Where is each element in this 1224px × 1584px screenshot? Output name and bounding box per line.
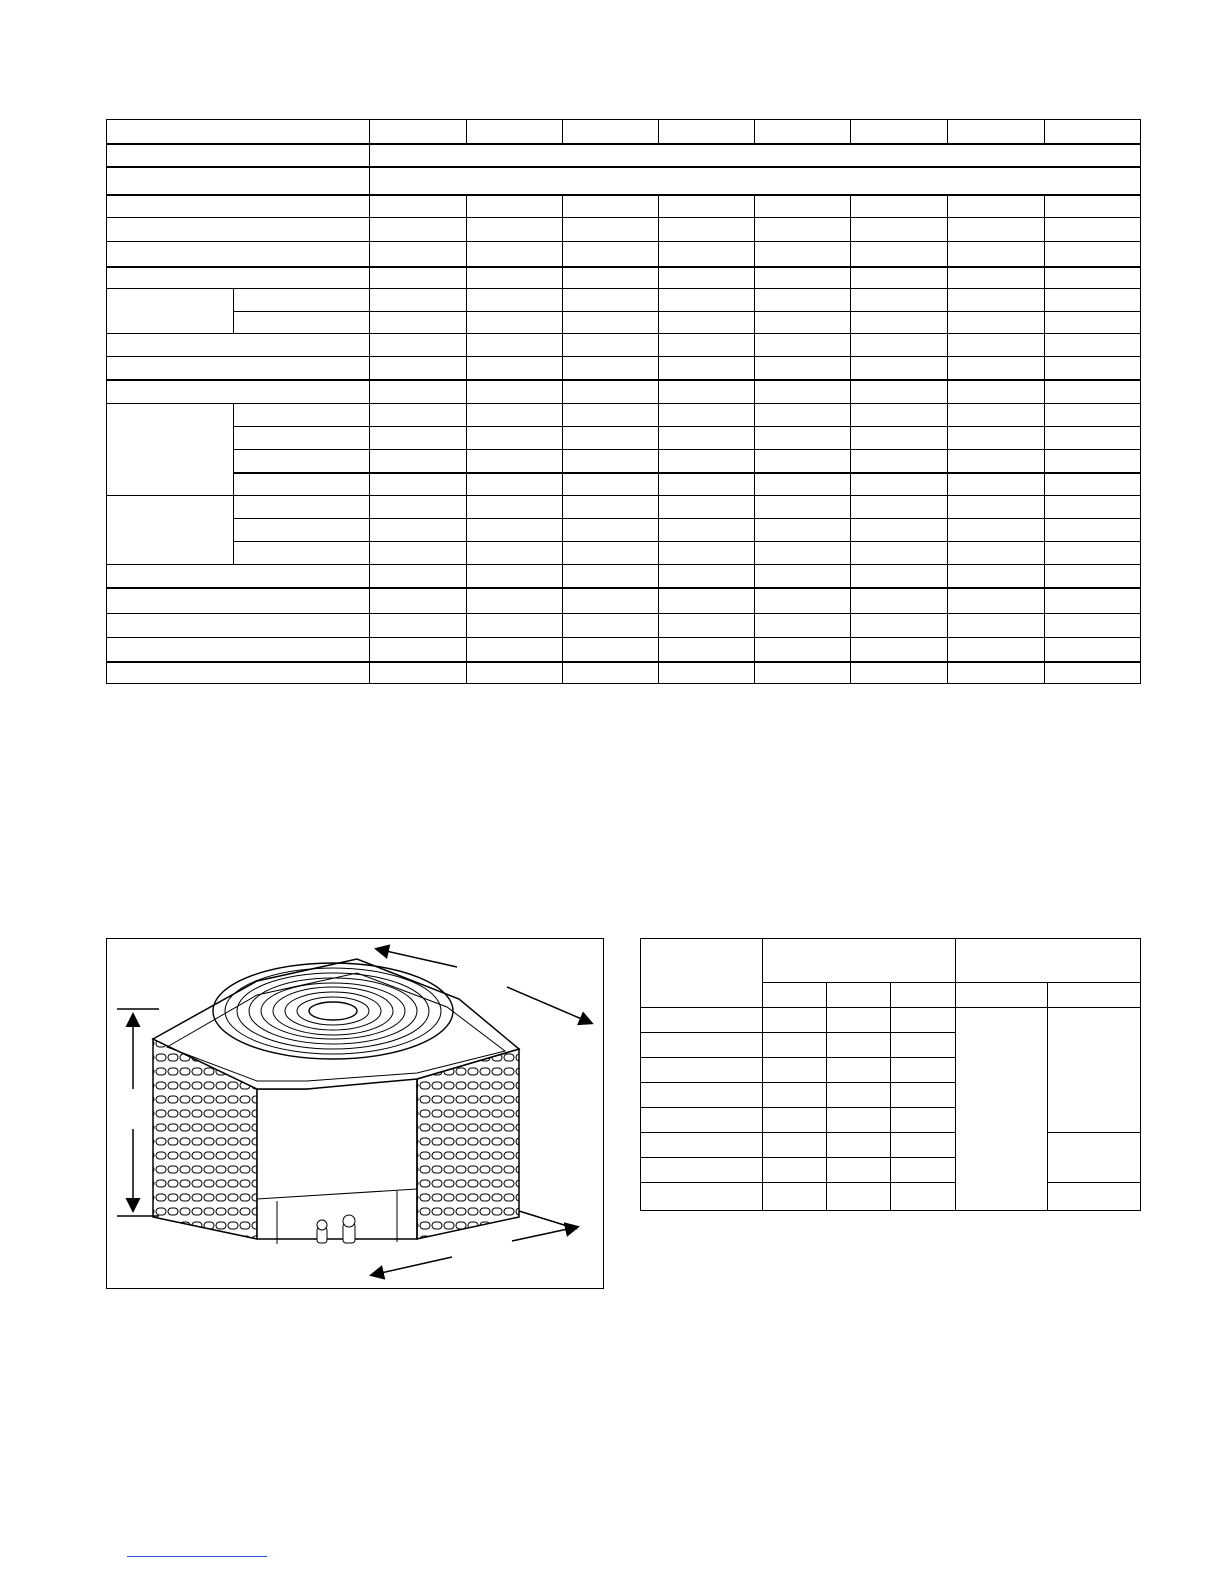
spec-label-cell: [107, 565, 370, 588]
spec-label-cell: [107, 662, 370, 684]
table-row: [107, 242, 1141, 267]
model-header-cell: [641, 939, 763, 1008]
table-row: [107, 195, 1141, 218]
table-row: [107, 427, 1141, 450]
spec-label-cell: [107, 167, 370, 195]
table-row: [107, 565, 1141, 588]
group-label-cell: [107, 496, 234, 565]
merged-value-cell: [1048, 1133, 1141, 1183]
table-row: [107, 167, 1141, 195]
unit-dimensions-figure: [106, 938, 604, 1289]
table-row: [107, 218, 1141, 242]
spec-label-cell: [107, 380, 370, 404]
table-row: [107, 614, 1141, 638]
table-row: [107, 267, 1141, 289]
spec-label-cell: [107, 144, 370, 167]
table-row: [107, 496, 1141, 519]
model-header-cell: [659, 120, 755, 144]
spec-label-cell: [107, 218, 370, 242]
subheader-cell: [891, 983, 956, 1008]
table-row: [107, 662, 1141, 684]
spec-label-cell: [107, 267, 370, 289]
subheader-cell: [956, 983, 1048, 1008]
right-louver-panel: [417, 1049, 519, 1239]
model-header-cell: [562, 120, 658, 144]
table-row: [107, 450, 1141, 473]
spec-label-cell: [107, 242, 370, 267]
spanning-value-cell: [370, 167, 1141, 195]
table-row: [107, 473, 1141, 496]
subheader-cell: [827, 983, 891, 1008]
spec-label-cell: [107, 638, 370, 662]
sub-label-cell: [234, 404, 370, 427]
model-header-cell: [947, 120, 1044, 144]
sub-label-cell: [234, 427, 370, 450]
model-header-cell: [370, 120, 466, 144]
sub-label-cell: [234, 312, 370, 334]
spec-label-cell: [107, 588, 370, 614]
table-row: [107, 380, 1141, 404]
condensing-unit-illustration: [107, 939, 605, 1290]
subheader-cell: [1048, 983, 1141, 1008]
table-row: [107, 289, 1141, 312]
table-row: [107, 144, 1141, 167]
model-header-cell: [466, 120, 562, 144]
table-row: [107, 588, 1141, 614]
footer-link[interactable]: [127, 1556, 267, 1557]
spanning-value-cell: [370, 144, 1141, 167]
value-cell: [1048, 1183, 1141, 1211]
table-row: [641, 1183, 1141, 1211]
sub-label-cell: [234, 519, 370, 542]
specifications-table: [106, 119, 1141, 684]
table-header-row: [107, 120, 1141, 144]
sub-label-cell: [234, 542, 370, 565]
table-row: [107, 519, 1141, 542]
sub-label-cell: [234, 473, 370, 496]
group-label-cell: [107, 404, 234, 496]
table-row: [107, 357, 1141, 380]
front-service-panel: [257, 1077, 417, 1244]
merged-value-cell: [956, 1008, 1048, 1211]
subheader-cell: [763, 983, 827, 1008]
table-row: [107, 312, 1141, 334]
table-row: [641, 1133, 1141, 1158]
spec-label-cell: [107, 357, 370, 380]
connection-group-header: [956, 939, 1141, 983]
spec-label-cell: [107, 195, 370, 218]
table-header-row: [641, 939, 1141, 983]
table-row: [107, 638, 1141, 662]
table-row: [641, 1008, 1141, 1033]
model-header-cell: [755, 120, 851, 144]
spec-label-cell: [107, 334, 370, 357]
group-label-cell: [107, 289, 234, 334]
sub-label-cell: [234, 289, 370, 312]
table-row: [107, 334, 1141, 357]
sub-label-cell: [234, 496, 370, 519]
dimensions-table: [640, 938, 1141, 1211]
spec-label-cell: [107, 614, 370, 638]
merged-value-cell: [1048, 1008, 1141, 1133]
dimension-group-header: [763, 939, 956, 983]
model-header-cell: [851, 120, 947, 144]
spec-label-cell: [107, 120, 370, 144]
model-header-cell: [1044, 120, 1140, 144]
table-row: [107, 542, 1141, 565]
table-row: [107, 404, 1141, 427]
sub-label-cell: [234, 450, 370, 473]
